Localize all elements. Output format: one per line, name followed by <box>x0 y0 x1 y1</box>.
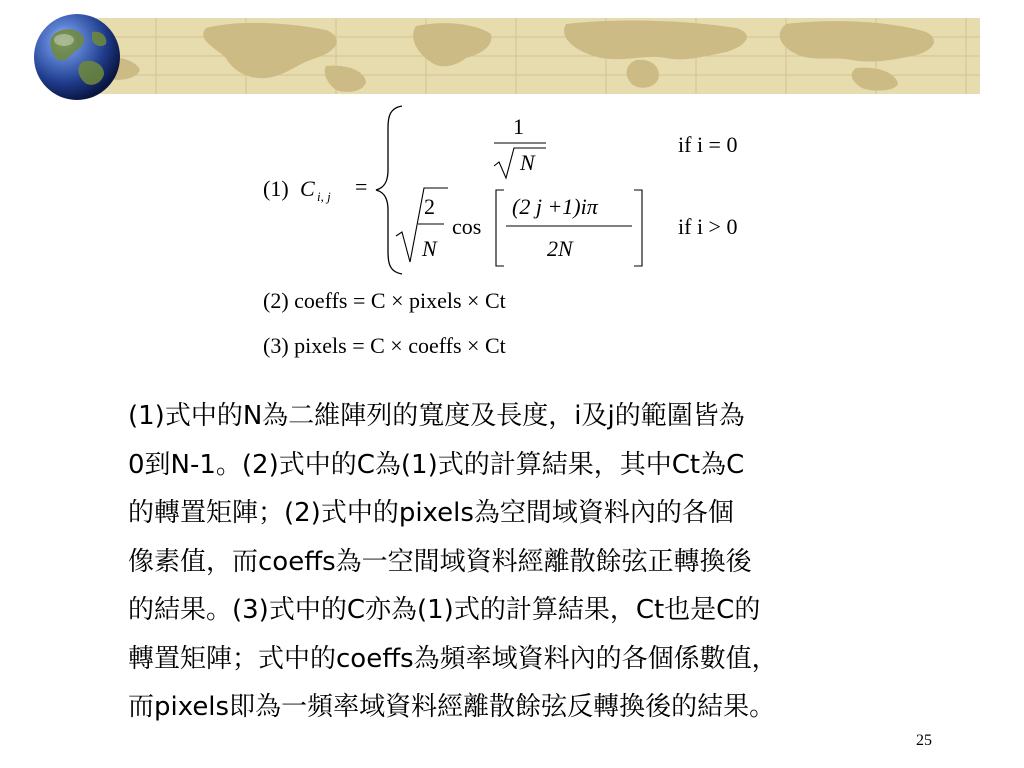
paragraph-line: 0到N-1。(2)式中的C為(1)式的計算結果，其中Ct為C <box>128 449 745 480</box>
eq1-equals: = <box>355 174 368 199</box>
case1-denominator: N <box>520 150 535 175</box>
paragraph-line: 轉置矩陣；式中的coeffs為頻率域資料內的各個係數值， <box>128 643 778 674</box>
case2-condition: if i > 0 <box>678 214 738 239</box>
paragraph-line: 像素值，而coeffs為一空間域資料經離散餘弦正轉換後 <box>128 546 752 577</box>
formula-block <box>0 0 1024 370</box>
case2-root-denominator: N <box>422 236 437 261</box>
paragraph-line: 的結果。(3)式中的C亦為(1)式的計算結果，Ct也是C的 <box>128 595 761 625</box>
eq1-subscript: i, j <box>317 189 331 204</box>
case2-fraction-denominator: 2N <box>547 236 573 261</box>
left-bracket <box>496 190 504 266</box>
case1-condition: if i = 0 <box>678 132 738 157</box>
cases-brace <box>376 106 402 274</box>
explanation-paragraph <box>128 392 968 732</box>
paragraph-line: (1)式中的N為二維陣列的寬度及長度，i及j的範圍皆為 <box>128 401 745 431</box>
eq1-lhs: C <box>300 176 315 201</box>
case2-cos: cos <box>452 214 482 239</box>
paragraph-line: 的轉置矩陣；(2)式中的pixels為空間域資料內的各個 <box>128 498 734 528</box>
page-number: 25 <box>916 732 932 749</box>
case2-fraction-numerator: (2 j +1)iπ <box>512 194 598 219</box>
eq1-label: (1) <box>263 176 289 201</box>
case2-root-numerator: 2 <box>424 194 435 219</box>
paragraph-line: 而pixels即為一頻率域資料經離散餘弦反轉換後的結果。 <box>128 692 776 722</box>
eq3: (3) pixels = C × coeffs × Ct <box>263 333 506 358</box>
right-bracket <box>634 190 642 266</box>
eq2: (2) coeffs = C × pixels × Ct <box>263 288 506 313</box>
case1-numerator: 1 <box>513 114 524 139</box>
